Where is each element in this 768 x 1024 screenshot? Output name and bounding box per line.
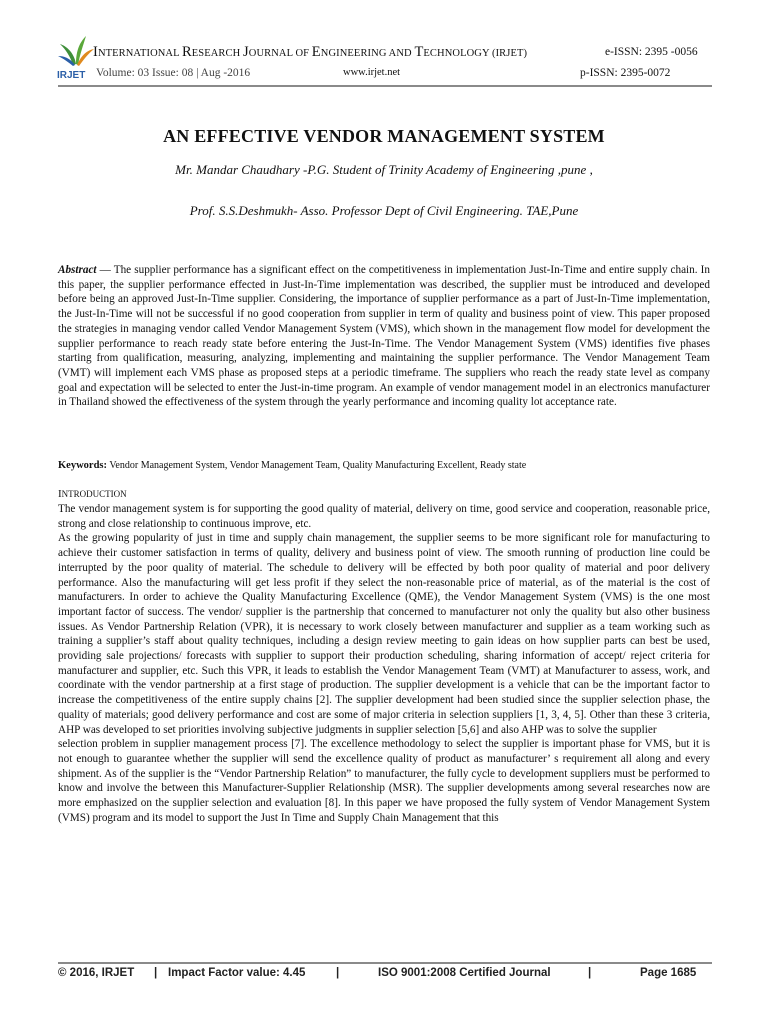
website[interactable]: www.irjet.net bbox=[343, 67, 401, 78]
introduction-heading: INTRODUCTION bbox=[58, 488, 127, 500]
abstract bbox=[58, 263, 710, 410]
journal-header bbox=[0, 0, 768, 90]
abstract-text: — The supplier performance has a significant effect on the competitiveness in implementation Just-In-Time and entire supply chain. In this paper, the supplier performance effected in Just-In-Time implementation was described, the supplier must be introduced and developed before being an approved Just-In-Time supplier. Considering, the importance of supplier performance as a part of Just-In-Time implementation, the Just-In-Time will not be successful if no good cooperation from supplier in term of quality and business point of view. This paper proposed the strategies in managing vendor called Vendor Management System (VMS), which shown in the management flow model for development the supplier performance to reach ready state before entering the Just-In-Time. The Vendor Management System (VMS) identifies five phases starting from qualification, measuring, analyzing, implementing and maintaining the supplier performance. The Vendor Management Team (VMT) will implement each VMS phase as proposed steps at a periodic timeframe. The suppliers who reach the ready state level as company goal and expectation will be selected to enter the Just-in-time program. An example of vendor management model in an electronics manufacturer in Thailand showed the effectiveness of the system through the yearly performance and incoming quality lot acceptance rate. bbox=[58, 264, 710, 409]
header-rule bbox=[58, 85, 712, 87]
footer-page-number: Page 1685 bbox=[640, 967, 697, 979]
journal-name: INTERNATIONAL RESEARCH JOURNAL OF ENGINEERING AND TECHNOLOGY (IRJET) bbox=[93, 44, 528, 60]
keywords bbox=[58, 460, 710, 471]
e-issn: e-ISSN: 2395 -0056 bbox=[605, 46, 698, 58]
keywords-text: Vendor Management System, Vendor Management Team, Quality Manufacturing Excellent, Ready state bbox=[107, 460, 527, 471]
footer-copyright: © 2016, IRJET bbox=[58, 967, 135, 979]
abstract-label: Abstract bbox=[58, 264, 97, 276]
footer-iso: ISO 9001:2008 Certified Journal bbox=[378, 967, 551, 979]
intro-paragraph-3: selection problem in supplier management process [7]. The excellence methodology to select the supplier is important phase for VMS, but it is not enough to guarantee whether the supplier will send the excellence quality of product as manufacturer’ s requirement all along and every shipment. As of the supplier is the “Vendor Partnership Relation” to manufacturer, the fully cycle to development suppliers must be performed to know and involve the between this Manufacturer-Supplier Relationship (MSR). The supplier developments among several researches now are more emphasized on the supplier selection and evaluation [8]. In this paper we have proposed the fully system of Vendor Management System (VMS) program and its model to support the Just In Time and Supply Chain Management that this bbox=[58, 738, 710, 824]
p-issn: p-ISSN: 2395-0072 bbox=[580, 67, 671, 79]
volume-issue: Volume: 03 Issue: 08 | Aug -2016 bbox=[96, 67, 251, 79]
intro-paragraph-1: The vendor management system is for supporting the good quality of material, delivery on time, good service and cooperation, reasonable price, strong and close relationship to continuous improve, etc. bbox=[58, 503, 710, 530]
author-2: Prof. S.S.Deshmukh- Asso. Professor Dept of Civil Engineering. TAE,Pune bbox=[189, 203, 579, 218]
irjet-logo-icon bbox=[56, 34, 96, 80]
keywords-label: Keywords: bbox=[58, 460, 107, 471]
author-1: Mr. Mandar Chaudhary -P.G. Student of Trinity Academy of Engineering ,pune , bbox=[175, 162, 593, 177]
paper-title: AN EFFECTIVE VENDOR MANAGEMENT SYSTEM bbox=[163, 126, 605, 146]
intro-paragraph-2: As the growing popularity of just in time and supply chain management, the supplier seems to be more significant role for manufacturing to achieve their customer satisfaction in terms of quality, delivery and business point of view. The smooth running of production line could be interrupted by the poor quality of material. The schedule to delivery will be effected by both poor quality of material and poor delivery performance. Also the manufacturing will get less profit if they select the non-reasonable price of material, as of the material is the cost of manufacturers. In order to achieve the Quality Manufacturing Excellence (QME), the Vendor Management System (VMS) is the one most important factor of success. The vendor/ supplier is the partnership that concerned to manufacturer not only the quality but also other business issues. As Vendor Partnership Relation (VPR), it is necessary to work closely between manufacturer and supplier as a team working such as training a supplier’s staff about quality techniques, including a design review meeting to gain ideas on how supplier parts can best be used, providing sale projections/ forecasts with supplier to support their production scheduling, sharing information of accept/ reject criteria for manufacturer and supplier, etc. Such this VPR, it leads to establish the Vendor Management Team (VMT) at Manufacturer to assess, work, and coordinate with the vendor partnership at a first stage of production. The supplier development is a vehicle that can be the important factor to increase the competitiveness of the entire supply chains [2]. The supplier development had been studied since the supplier selection phase, the quality of materials; good delivery performance and cost are some of major criteria in selection suppliers [1, 3, 4, 5]. Other than these 3 criteria, AHP was developed to set priorities involving subjective judgments in supplier selection [5,6] and also AHP was to solve the supplier bbox=[58, 532, 710, 736]
logo-text: IRJET bbox=[57, 70, 86, 80]
footer-rule bbox=[58, 962, 712, 964]
introduction-body bbox=[58, 502, 710, 825]
footer-impact-factor: Impact Factor value: 4.45 bbox=[168, 967, 306, 979]
